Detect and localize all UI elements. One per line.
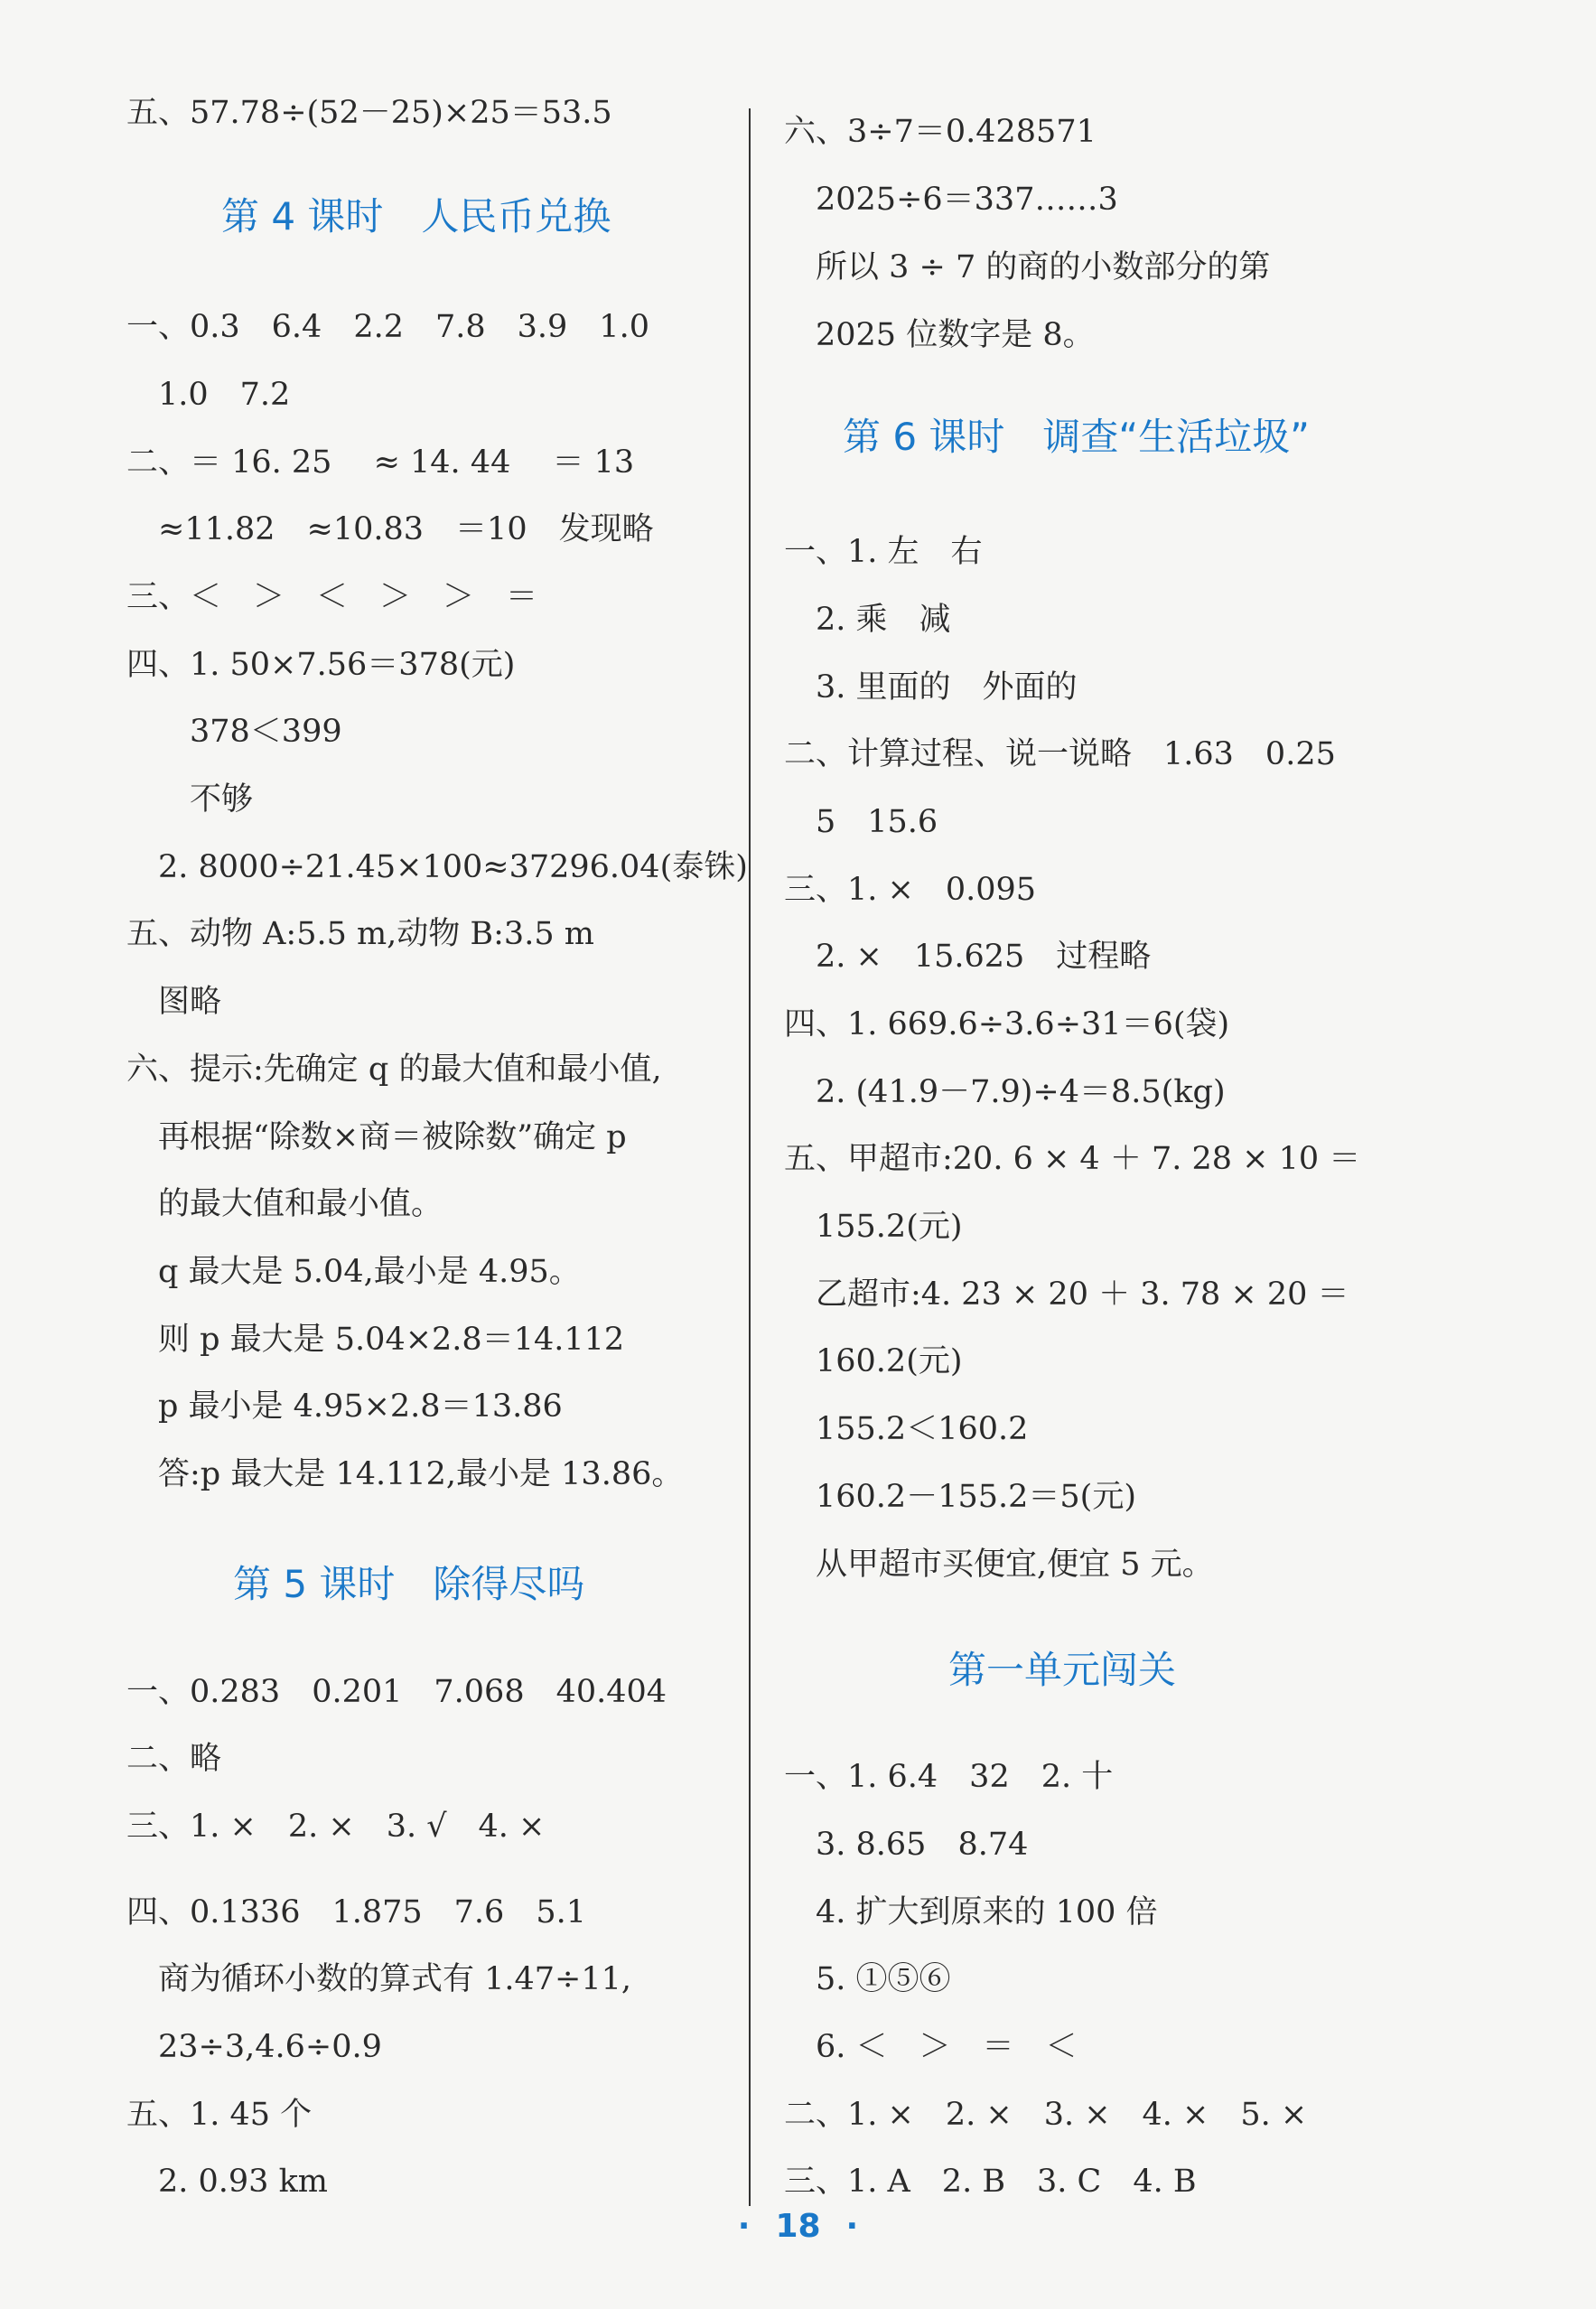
left-answer-line: 23÷3,4.6÷0.9 xyxy=(126,2029,382,2065)
right-answer-line: 二、计算过程、说一说略 1.63 0.25 xyxy=(784,736,1336,772)
left-answer-line: 二、＝ 16. 25 ≈ 14. 44 ＝ 13 xyxy=(126,444,635,481)
left-section-heading: 第 5 课时 除得尽吗 xyxy=(233,1562,585,1606)
left-answer-line: 再根据“除数×商＝被除数”确定 p xyxy=(126,1119,627,1155)
left-answer-line: 商为循环小数的算式有 1.47÷11, xyxy=(126,1961,632,1997)
right-answer-line: 3. 里面的 外面的 xyxy=(784,669,1078,706)
page-number-dot-right: · xyxy=(845,2208,859,2245)
right-answer-line: 4. 扩大到原来的 100 倍 xyxy=(784,1894,1158,1930)
left-section-heading: 第 4 课时 人民币兑换 xyxy=(221,194,611,238)
left-answer-line: 六、提示:先确定 q 的最大值和最小值, xyxy=(126,1052,662,1088)
left-answer-line: 一、0.3 6.4 2.2 7.8 3.9 1.0 xyxy=(126,309,649,345)
left-answer-line: 答:p 最大是 14.112,最小是 13.86。 xyxy=(126,1456,684,1492)
left-answer-line: 三、＜ ＞ ＜ ＞ ＞ ＝ xyxy=(126,579,538,615)
right-answer-line: 一、1. 左 右 xyxy=(784,534,983,570)
left-answer-line: 四、0.1336 1.875 7.6 5.1 xyxy=(126,1894,586,1930)
page-number-dot-left: · xyxy=(737,2208,751,2245)
left-answer-line: 1.0 7.2 xyxy=(126,377,291,413)
right-answer-line: 5. ①⑤⑥ xyxy=(784,1961,951,1997)
right-answer-line: 三、1. × 0.095 xyxy=(784,872,1037,908)
left-answer-line: 则 p 最大是 5.04×2.8＝14.112 xyxy=(126,1322,625,1358)
right-answer-line: 160.2(元) xyxy=(784,1343,963,1379)
right-answer-line: 2. × 15.625 过程略 xyxy=(784,939,1152,975)
right-answer-line: 一、1. 6.4 32 2. 十 xyxy=(784,1759,1114,1795)
left-answer-line: 五、动物 A:5.5 m,动物 B:3.5 m xyxy=(126,916,594,952)
right-answer-line: 从甲超市买便宜,便宜 5 元。 xyxy=(784,1547,1214,1583)
right-answer-line: 所以 3 ÷ 7 的商的小数部分的第 xyxy=(784,249,1271,285)
left-answer-line: 不够 xyxy=(126,781,254,818)
right-answer-line: 五、甲超市:20. 6 × 4 ＋ 7. 28 × 10 ＝ xyxy=(784,1141,1361,1177)
page-number xyxy=(0,2204,1596,2249)
left-answer-line: 的最大值和最小值。 xyxy=(126,1186,443,1222)
left-answer-line: 图略 xyxy=(126,984,222,1020)
right-answer-line: 2025÷6＝337……3 xyxy=(784,182,1118,218)
right-answer-line: 二、1. × 2. × 3. × 4. × 5. × xyxy=(784,2097,1308,2133)
right-answer-line: 四、1. 669.6÷3.6÷31＝6(袋) xyxy=(784,1006,1230,1042)
right-answer-line: 155.2(元) xyxy=(784,1209,963,1245)
left-answer-line: 2. 8000÷21.45×100≈37296.04(泰铢) xyxy=(126,849,748,885)
right-answer-line: 2025 位数字是 8。 xyxy=(784,317,1095,353)
left-answer-line: 四、1. 50×7.56＝378(元) xyxy=(126,647,516,683)
right-answer-line: 三、1. A 2. B 3. C 4. B xyxy=(784,2164,1197,2200)
left-answer-line: ≈11.82 ≈10.83 ＝10 发现略 xyxy=(126,511,654,547)
left-answer-line: 378＜399 xyxy=(126,714,342,750)
left-answer-line: 2. 0.93 km xyxy=(126,2164,328,2200)
right-answer-line: 3. 8.65 8.74 xyxy=(784,1827,1029,1863)
right-answer-line: 5 15.6 xyxy=(784,804,938,840)
right-answer-line: 乙超市:4. 23 × 20 ＋ 3. 78 × 20 ＝ xyxy=(784,1276,1349,1313)
column-divider xyxy=(749,108,751,2206)
right-answer-line: 2. 乘 减 xyxy=(784,602,951,638)
right-answer-line: 2. (41.9－7.9)÷4＝8.5(kg) xyxy=(784,1074,1226,1110)
left-answer-line: 二、略 xyxy=(126,1741,222,1777)
right-answer-line: 155.2＜160.2 xyxy=(784,1411,1029,1447)
left-answer-line: 一、0.283 0.201 7.068 40.404 xyxy=(126,1674,667,1710)
left-answer-line: 五、1. 45 个 xyxy=(126,2097,313,2133)
right-answer-line: 六、3÷7＝0.428571 xyxy=(784,114,1097,150)
left-answer-line: p 最小是 4.95×2.8＝13.86 xyxy=(126,1388,563,1425)
page-number-value: 18 xyxy=(775,2208,821,2245)
left-answer-line: 三、1. × 2. × 3. √ 4. × xyxy=(126,1809,546,1845)
right-section-heading: 第 6 课时 调查“生活垃圾” xyxy=(843,415,1310,459)
right-answer-line: 160.2－155.2＝5(元) xyxy=(784,1479,1136,1515)
left-answer-line: q 最大是 5.04,最小是 4.95。 xyxy=(126,1254,581,1290)
right-answer-line: 6. ＜ ＞ ＝ ＜ xyxy=(784,2029,1078,2065)
right-section-heading: 第一单元闯关 xyxy=(948,1648,1177,1692)
left-answer-line: 五、57.78÷(52－25)×25＝53.5 xyxy=(126,95,612,131)
